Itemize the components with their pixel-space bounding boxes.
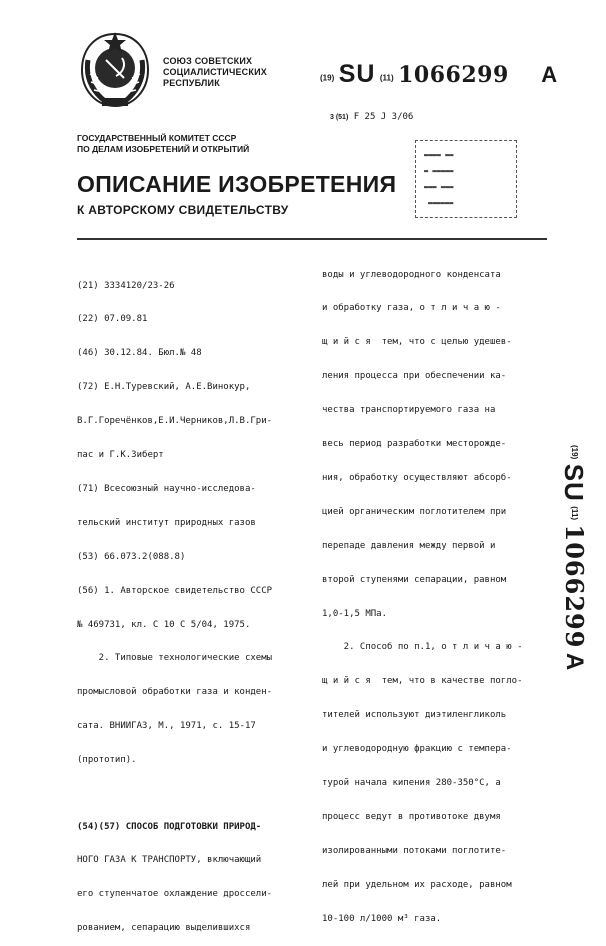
biblio-line: (21) 3334120/23-26 [77, 280, 175, 291]
biblio-line: (22) 07.09.81 [77, 314, 148, 325]
document-title: ОПИСАНИЕ ИЗОБРЕТЕНИЯ [77, 171, 397, 197]
header-divider [77, 238, 547, 240]
biblio-line: сата. ВНИИГАЗ, М., 1971, с. 15-17 [77, 721, 256, 732]
bibliographic-column [77, 258, 272, 946]
claim-line: процесс ведут в противотоке двумя [322, 811, 501, 822]
abstract-line: рованием, сепарацию выделившихся [77, 923, 251, 934]
committee-line-2: ПО ДЕЛАМ ИЗОБРЕТЕНИЙ И ОТКРЫТИЙ [77, 144, 250, 154]
biblio-line: 2. Типовые технологические схемы [77, 653, 273, 664]
biblio-line: тельский институт природных газов [77, 517, 256, 528]
biblio-line: (72) Е.Н.Туревский, А.Е.Винокур, [77, 382, 251, 393]
claim-line: 2. Способ по п.1, о т л и ч а ю - [322, 642, 523, 653]
biblio-line: В.Г.Горечёнков,Е.И.Черников,Л.В.Гри- [77, 416, 273, 427]
committee-line-1: ГОСУДАРСТВЕННЫЙ КОМИТЕТ СССР [77, 133, 237, 143]
claim-line: 10-100 л/1000 м³ газа. [322, 913, 442, 924]
claim-line: второй ступенями сепарации, равном [322, 574, 507, 585]
abstract-line: НОГО ГАЗА К ТРАНСПОРТУ, включающий [77, 855, 262, 866]
side-country-tag: (19) [570, 445, 579, 460]
claim-line: ния, обработку осуществляют абсорб- [322, 472, 512, 483]
claims-column [322, 247, 522, 936]
abstract-line: (54)(57) СПОСОБ ПОДГОТОВКИ ПРИРОД- [77, 821, 262, 832]
claim-line: перепаде давления между первой и [322, 540, 496, 551]
ussr-coat-of-arms-icon [76, 30, 154, 110]
number-tag: (11) [379, 73, 394, 83]
country-name-line-2: СОЦИАЛИСТИЧЕСКИХ [163, 67, 267, 77]
claim-line: и углеводородную фракцию с темпера- [322, 744, 512, 755]
claim-line: чества транспортируемого газа на [322, 405, 496, 416]
claim-line: лей при удельном их расходе, равном [322, 879, 512, 890]
library-stamp-icon: ▬▬▬▬ ▬▬ ▬ ▬▬▬▬▬ ▬▬▬ ▬▬▬ ▬▬▬▬▬▬ [415, 140, 517, 218]
country-code-tag: (19) [320, 73, 335, 83]
biblio-line: (53) 66.073.2(088.8) [77, 551, 186, 562]
biblio-line: (прототип). [77, 755, 137, 766]
side-kind: A [561, 652, 588, 671]
patent-kind: A [541, 62, 558, 87]
biblio-line: (56) 1. Авторское свидетельство СССР [77, 585, 273, 596]
side-patent-number [558, 445, 589, 670]
claim-line: и обработку газа, о т л и ч а ю - [322, 303, 501, 314]
claim-line: тителей используют диэтиленгликоль [322, 710, 507, 721]
patent-number-line [320, 60, 557, 89]
claim-line: щ и й с я тем, что с целью удешев- [322, 337, 512, 348]
claim-line: 1,0-1,5 МПа. [322, 608, 388, 619]
biblio-line: № 469731, кл. С 10 С 5/04, 1975. [77, 619, 251, 630]
biblio-line: (71) Всесоюзный научно-исследова- [77, 483, 256, 494]
abstract-line: его ступенчатое охлаждение дроссели- [77, 889, 273, 900]
country-name-line-3: РЕСПУБЛИК [163, 78, 220, 88]
classification-line [330, 112, 413, 122]
side-number-tag: (11) [570, 506, 579, 521]
claim-line: щ и й с я тем, что в качестве погло- [322, 676, 523, 687]
biblio-line: (46) 30.12.84. Бюл.№ 48 [77, 348, 202, 359]
claim-line: воды и углеводородного конденсата [322, 269, 501, 280]
side-country-code: SU [559, 463, 589, 502]
side-number: 1066299 [560, 524, 589, 649]
claim-line: изолированными потоками поглотите- [322, 845, 507, 856]
committee-block [77, 133, 249, 155]
country-name-line-1: СОЮЗ СОВЕТСКИХ [163, 56, 253, 66]
biblio-line: промысловой обработки газа и конден- [77, 687, 273, 698]
claim-line: весь период разработки месторожде- [322, 439, 507, 450]
document-subtitle: К АВТОРСКОМУ СВИДЕТЕЛЬСТВУ [77, 203, 289, 217]
biblio-line: пас и Г.К.Зиберт [77, 450, 164, 461]
patent-number: 1066299 [398, 62, 509, 88]
claim-line: турой начала кипения 280-350°С, а [322, 777, 501, 788]
classification-tag: 3 (51) [330, 114, 349, 121]
claim-line: ления процесса при обеспечении ка- [322, 371, 507, 382]
classification-code: F 25 J 3/06 [353, 112, 414, 122]
country-code: SU [338, 60, 376, 88]
claim-line: цией органическим поглотителем при [322, 506, 507, 517]
